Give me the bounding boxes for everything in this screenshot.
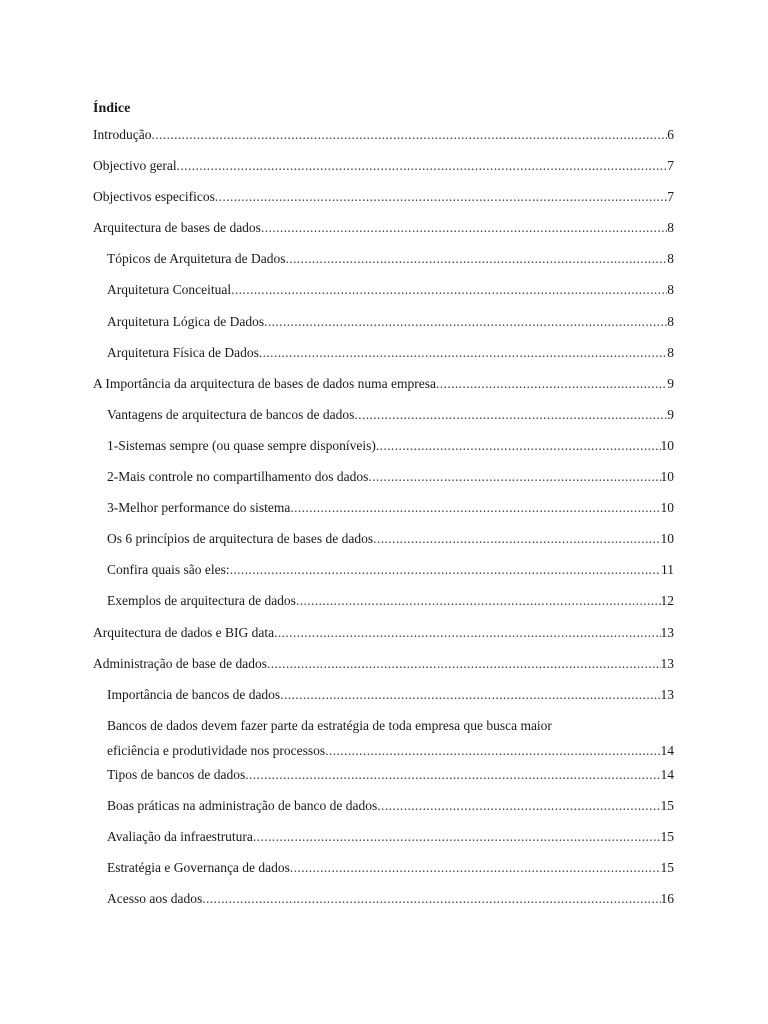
dot-leader — [290, 499, 660, 517]
toc-entry-text: Importância de bancos de dados — [107, 686, 281, 702]
toc-entry[interactable] — [93, 655, 674, 686]
toc-entry-page-number: 15 — [660, 828, 674, 844]
dot-leader — [267, 655, 661, 673]
toc-entry[interactable] — [93, 437, 674, 468]
toc-entry-line — [107, 250, 674, 268]
toc-entry-page-number: 8 — [667, 282, 674, 298]
toc-entry-page-number: 15 — [660, 797, 674, 813]
toc-list — [93, 126, 674, 921]
toc-entry-page-number: 16 — [660, 891, 674, 907]
dot-leader — [373, 530, 660, 548]
toc-entry-text: Administração de base de dados — [93, 655, 267, 671]
dot-leader — [231, 281, 667, 299]
toc-entry-page-number: 8 — [667, 251, 674, 267]
toc-entry-line — [107, 468, 674, 486]
toc-entry-page-number: 10 — [660, 437, 674, 453]
toc-entry[interactable] — [93, 828, 674, 859]
dot-leader — [261, 219, 667, 237]
toc-entry-text: Exemplos de arquitectura de dados — [107, 593, 296, 609]
toc-entry-line — [107, 828, 674, 846]
dot-leader — [177, 157, 668, 175]
toc-entry-line — [107, 344, 674, 362]
toc-entry-page-number: 13 — [660, 686, 674, 702]
toc-entry[interactable] — [93, 188, 674, 219]
dot-leader — [264, 313, 667, 331]
toc-entry-line — [93, 188, 674, 206]
toc-entry-line — [107, 437, 674, 455]
toc-entry[interactable] — [93, 890, 674, 921]
toc-entry[interactable] — [93, 344, 674, 375]
toc-entry-text: Tipos de bancos de dados — [107, 766, 246, 782]
toc-entry[interactable] — [93, 406, 674, 437]
toc-entry-page-number: 14 — [660, 742, 674, 758]
dot-leader — [285, 250, 667, 268]
dot-leader — [253, 828, 661, 846]
dot-leader — [280, 686, 660, 704]
dot-leader — [215, 188, 667, 206]
toc-entry[interactable] — [93, 561, 674, 592]
toc-entry-line — [107, 797, 674, 815]
toc-entry-line — [93, 126, 674, 144]
toc-entry-text: Vantagens de arquitectura de bancos de dados — [107, 406, 355, 422]
toc-entry-line — [107, 686, 674, 704]
toc-entry[interactable] — [93, 797, 674, 828]
toc-entry-line — [107, 530, 674, 548]
toc-entry[interactable] — [93, 766, 674, 797]
toc-entry-text: Objectivos especificos — [93, 189, 215, 205]
toc-entry[interactable] — [93, 530, 674, 561]
toc-entry-page-number: 8 — [667, 344, 674, 360]
toc-entry-text: Introdução — [93, 127, 152, 142]
toc-entry-line — [107, 766, 674, 784]
toc-entry-page-number: 13 — [660, 655, 674, 671]
toc-entry-text: Acesso aos dados — [107, 891, 203, 907]
toc-entry-line — [107, 281, 674, 299]
toc-entry-text: 1-Sistemas sempre (ou quase sempre disponíveis) — [107, 437, 376, 453]
toc-entry-page-number: 12 — [660, 593, 674, 609]
toc-entry-page-number: 13 — [660, 624, 674, 640]
toc-entry-page-number: 7 — [667, 158, 674, 174]
toc-entry[interactable] — [93, 281, 674, 312]
dot-leader — [377, 797, 660, 815]
toc-entry[interactable] — [93, 499, 674, 530]
dot-leader — [202, 890, 660, 908]
dot-leader — [325, 742, 660, 760]
toc-entry-text-line1: Bancos de dados devem fazer parte da estratégia de toda empresa que busca maior — [107, 717, 552, 733]
dot-leader — [245, 766, 660, 784]
toc-entry-page-number: 9 — [667, 406, 674, 422]
toc-entry-text: Estratégia e Governança de dados — [107, 860, 290, 876]
toc-entry-page-number: 10 — [660, 531, 674, 547]
dot-leader — [274, 624, 660, 642]
toc-entry-page-number: 10 — [660, 469, 674, 485]
toc-entry-text: 2-Mais controle no compartilhamento dos dados — [107, 469, 369, 485]
toc-entry[interactable] — [93, 157, 674, 188]
toc-entry[interactable] — [93, 717, 674, 766]
toc-entry-line — [107, 313, 674, 331]
toc-entry-line — [107, 561, 674, 579]
toc-entry-text: Os 6 princípios de arquitectura de bases de dados — [107, 531, 374, 547]
toc-entry-text: Boas práticas na administração de banco de dados — [107, 797, 378, 813]
toc-entry-text: Arquitectura de bases de dados — [93, 220, 261, 236]
toc-entry[interactable] — [93, 219, 674, 250]
dot-leader — [259, 344, 667, 362]
toc-entry-page-number: 8 — [667, 313, 674, 329]
toc-entry-page-number: 11 — [661, 562, 674, 578]
toc-entry-line — [107, 742, 674, 760]
dot-leader — [436, 375, 667, 393]
toc-entry[interactable] — [93, 859, 674, 890]
toc-entry[interactable] — [93, 592, 674, 623]
toc-entry[interactable] — [93, 313, 674, 344]
toc-entry-line — [107, 499, 674, 517]
toc-entry-page-number: 15 — [660, 860, 674, 876]
toc-entry-line — [107, 592, 674, 610]
toc-entry-line — [93, 624, 674, 642]
toc-entry-page-number: 10 — [660, 500, 674, 516]
toc-entry-text: eficiência e produtividade nos processos — [107, 742, 326, 758]
toc-entry-text: Arquitectura de dados e BIG data — [93, 624, 275, 640]
toc-entry-page-number: 7 — [667, 189, 674, 205]
toc-entry[interactable] — [93, 126, 674, 157]
toc-entry-line — [93, 375, 674, 393]
toc-entry-line — [107, 406, 674, 424]
toc-entry-text: Arquitetura Conceitual — [107, 282, 232, 298]
toc-entry[interactable] — [93, 686, 674, 717]
toc-entry-text: Arquitetura Lógica de Dados — [107, 313, 265, 329]
toc-entry-line — [93, 157, 674, 175]
toc-entry-page-number: 8 — [667, 220, 674, 236]
toc-entry-page-number: 9 — [667, 375, 674, 391]
toc-entry-text: 3-Melhor performance do sistema — [107, 500, 291, 516]
toc-entry[interactable] — [93, 624, 674, 655]
toc-entry-text: Avaliação da infraestrutura — [107, 828, 253, 844]
toc-entry-line — [107, 859, 674, 877]
toc-title: Índice — [93, 101, 131, 116]
dot-leader — [290, 859, 661, 877]
toc-entry[interactable] — [93, 375, 674, 406]
toc-entry-line — [93, 655, 674, 673]
toc-entry[interactable] — [93, 468, 674, 499]
toc-entry-text: A Importância da arquitectura de bases de dados numa empresa — [93, 375, 436, 391]
dot-leader — [151, 126, 667, 144]
toc-entry-line — [107, 890, 674, 908]
dot-leader — [296, 592, 661, 610]
toc-entry-text: Confira quais são eles: — [107, 562, 230, 578]
toc-entry-text: Tópicos de Arquitetura de Dados — [107, 251, 286, 267]
toc-entry-page-number: 14 — [660, 766, 674, 782]
toc-entry-page-number: 6 — [667, 127, 674, 142]
dot-leader — [230, 561, 661, 579]
dot-leader — [368, 468, 660, 486]
toc-entry-text: Objectivo geral — [93, 158, 177, 174]
toc-entry-text: Arquitetura Física de Dados — [107, 344, 259, 360]
toc-entry-line — [93, 219, 674, 237]
dot-leader — [376, 437, 661, 455]
dot-leader — [354, 406, 667, 424]
toc-entry[interactable] — [93, 250, 674, 281]
